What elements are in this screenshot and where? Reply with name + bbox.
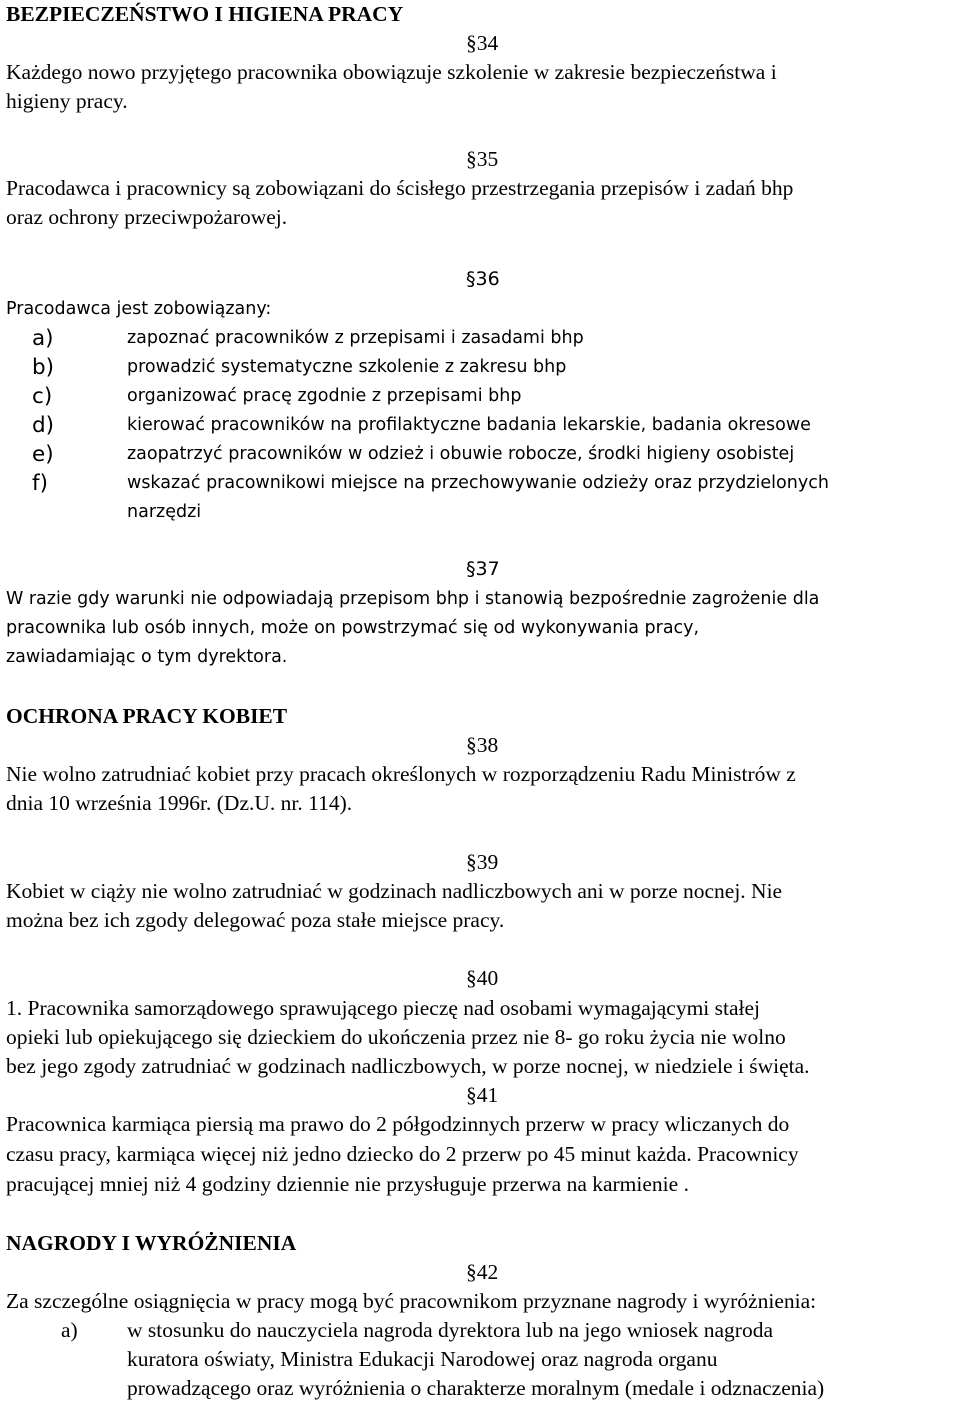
paragraph-number-39: §39 bbox=[466, 850, 499, 874]
heading-bhp: BEZPIECZEŃSTWO I HIGIENA PRACY bbox=[6, 2, 404, 26]
list-item-text: w stosunku do nauczyciela nagroda dyrektora lub na jego wniosek nagroda bbox=[127, 1318, 773, 1342]
paragraph-number-36: §36 bbox=[466, 268, 500, 290]
paragraph-38-line-2: dnia 10 września 1996r. (Dz.U. nr. 114). bbox=[6, 791, 353, 815]
paragraph-number-39-value: 39 bbox=[476, 850, 499, 874]
list-item-text: organizować pracę zgodnie z przepisami bhp bbox=[127, 386, 522, 406]
heading-ochrona-pracy-kobiet: OCHRONA PRACY KOBIET bbox=[6, 704, 288, 728]
heading-nagrody-i-wyroznienia: NAGRODY I WYRÓŻNIENIA bbox=[6, 1231, 297, 1255]
list-item-label: a) bbox=[61, 1318, 78, 1342]
paragraph-number-42: §42 bbox=[466, 1260, 499, 1284]
paragraph-number-41: §41 bbox=[466, 1083, 499, 1107]
list-item-text: prowadzić systematyczne szkolenie z zakresu bhp bbox=[127, 357, 567, 377]
list-item-text: kierować pracowników na profilaktyczne badania lekarskie, badania okresowe bbox=[127, 415, 811, 435]
paragraph-39-line-1: Kobiet w ciąży nie wolno zatrudniać w godzinach nadliczbowych ani w porze nocnej. Nie bbox=[6, 879, 783, 903]
paragraph-number-36-value: 36 bbox=[475, 268, 500, 290]
list-item-label: b) bbox=[32, 355, 55, 380]
paragraph-36-intro: Pracodawca jest zobowiązany: bbox=[6, 299, 272, 319]
paragraph-39-line-2: można bez ich zgody delegować poza stałe miejsce pracy. bbox=[6, 908, 505, 932]
paragraph-number-41-value: 41 bbox=[476, 1083, 499, 1107]
list-item-text-continuation: kuratora oświaty, Ministra Edukacji Narodowej oraz nagroda organu bbox=[127, 1347, 718, 1371]
list-item-text: wskazać pracownikowi miejsce na przechowywanie odzieży oraz przydzielonych bbox=[127, 473, 829, 493]
paragraph-number-37-value: 37 bbox=[475, 558, 500, 580]
paragraph-37-line-2: pracownika lub osób innych, może on powstrzymać się od wykonywania pracy, bbox=[6, 618, 700, 638]
paragraph-41-line-1: Pracownica karmiąca piersią ma prawo do 2 półgodzinnych przerw w pracy wliczanych do bbox=[6, 1112, 790, 1136]
list-item-label: a) bbox=[32, 326, 54, 351]
paragraph-37-line-1: W razie gdy warunki nie odpowiadają przepisom bhp i stanowią bezpośrednie zagrożenie dla bbox=[6, 589, 820, 609]
paragraph-40-line-3: bez jego zgody zatrudniać w godzinach nadliczbowych, w porze nocnej, w niedziele i święta. bbox=[6, 1054, 810, 1078]
paragraph-41-line-2: czasu pracy, karmiąca więcej niż jedno dziecko do 2 przerw po 45 minut każda. Pracownicy bbox=[6, 1142, 799, 1166]
paragraph-number-40-value: 40 bbox=[476, 966, 499, 990]
paragraph-number-34-value: 34 bbox=[476, 31, 499, 55]
paragraph-number-38-value: 38 bbox=[476, 733, 499, 757]
paragraph-34-line-1: Każdego nowo przyjętego pracownika obowiązuje szkolenie w zakresie bezpieczeństwa i bbox=[6, 60, 777, 84]
list-item-label: c) bbox=[32, 384, 53, 409]
paragraph-number-37: §37 bbox=[466, 558, 500, 580]
list-item-text: zapoznać pracowników z przepisami i zasadami bhp bbox=[127, 328, 584, 348]
paragraph-37-line-3: zawiadamiając o tym dyrektora. bbox=[6, 647, 288, 667]
list-item-text-continuation: narzędzi bbox=[127, 502, 202, 522]
paragraph-number-42-value: 42 bbox=[476, 1260, 499, 1284]
paragraph-35-line-1: Pracodawca i pracownicy są zobowiązani do ścisłego przestrzegania przepisów i zadań bhp bbox=[6, 176, 794, 200]
paragraph-34-line-2: higieny pracy. bbox=[6, 89, 128, 113]
list-item-label: f) bbox=[32, 471, 48, 496]
paragraph-number-38: §38 bbox=[466, 733, 499, 757]
paragraph-42-intro: Za szczególne osiągnięcia w pracy mogą być pracownikom przyznane nagrody i wyróżnienia: bbox=[6, 1289, 817, 1313]
paragraph-number-34: §34 bbox=[466, 31, 499, 55]
paragraph-38-line-1: Nie wolno zatrudniać kobiet przy pracach określonych w rozporządzeniu Radu Ministrów z bbox=[6, 762, 796, 786]
paragraph-40-line-1: 1. Pracownika samorządowego sprawującego pieczę nad osobami wymagającymi stałej bbox=[6, 996, 761, 1020]
paragraph-number-40: §40 bbox=[466, 966, 499, 990]
list-item-text: zaopatrzyć pracowników w odzież i obuwie robocze, środki higieny osobistej bbox=[127, 444, 795, 464]
list-item-label: d) bbox=[32, 413, 55, 438]
paragraph-number-35-value: 35 bbox=[476, 147, 499, 171]
paragraph-40-line-2: opieki lub opiekującego się dzieckiem do ukończenia przez nie 8- go roku życia nie wolno bbox=[6, 1025, 786, 1049]
paragraph-41-line-3: pracującej mniej niż 4 godziny dziennie nie przysługuje przerwa na karmienie . bbox=[6, 1172, 689, 1196]
list-item-label: e) bbox=[32, 442, 54, 467]
list-item-text-continuation: prowadzącego oraz wyróżnienia o charakterze moralnym (medale i odznaczenia) bbox=[127, 1376, 825, 1400]
paragraph-35-line-2: oraz ochrony przeciwpożarowej. bbox=[6, 205, 288, 229]
paragraph-number-35: §35 bbox=[466, 147, 499, 171]
